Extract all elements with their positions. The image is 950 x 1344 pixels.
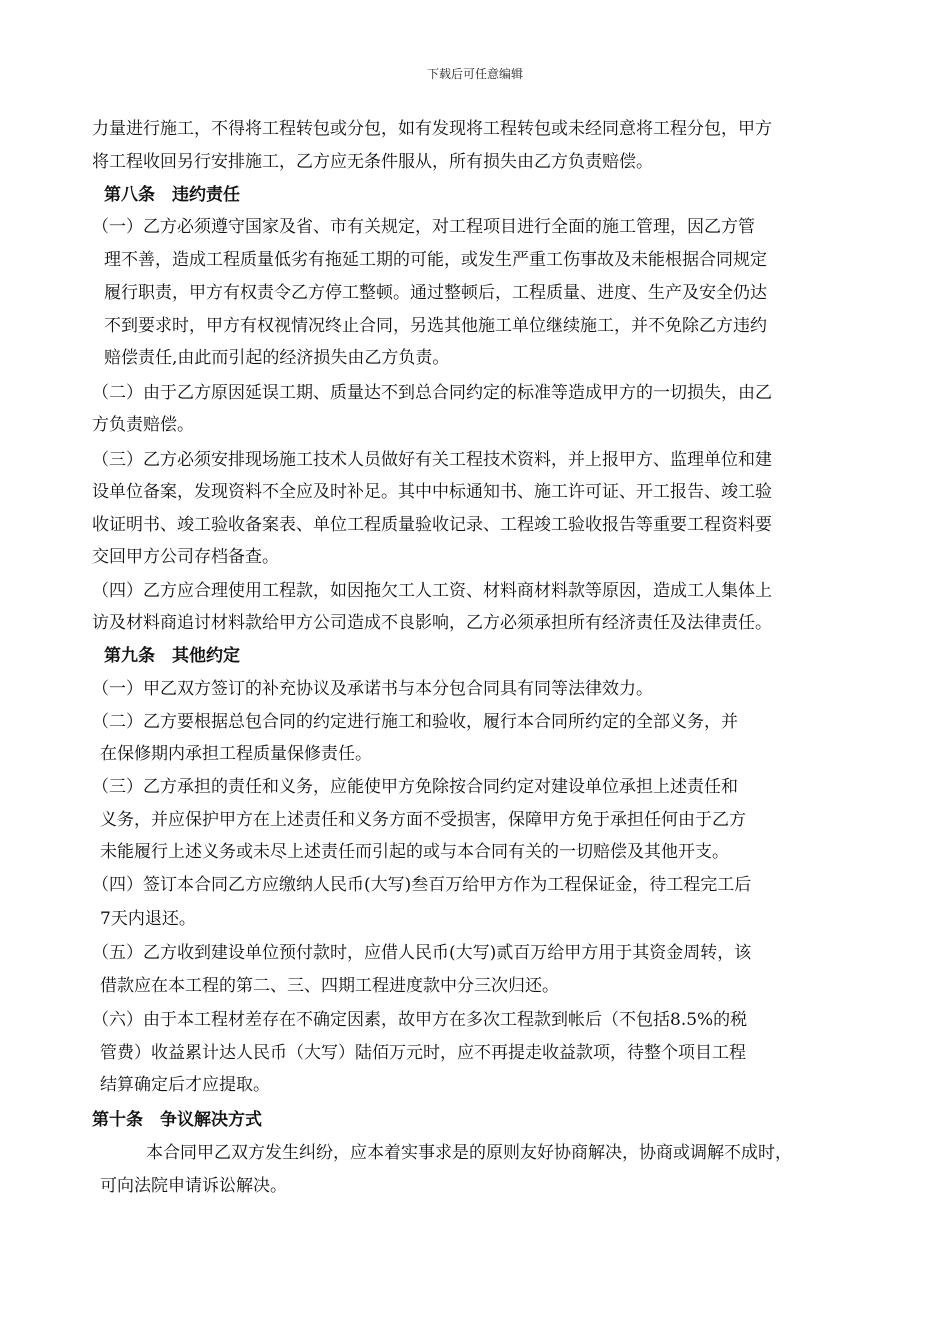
paragraph-line: 访及材料商追讨材料款给甲方公司造成不良影响，乙方必须承担所有经济责任及法律责任。 [92,613,772,633]
paragraph-line: 履行职责，甲方有权责令乙方停工整顿。通过整顿后，工程质量、进度、生产及安全仍达 [104,283,767,303]
paragraph-line: （二）由于乙方原因延误工期、质量达不到总合同约定的标准等造成甲方的一切损失，由乙 [92,383,772,403]
paragraph-line: 理不善，造成工程质量低劣有拖延工期的可能，或发生严重工伤事故及未能根据合同规定 [104,250,767,270]
paragraph-line: 本合同甲乙双方发生纠纷，应本着实事求是的原则友好协商解决，协商或调解不成时， [146,1143,792,1163]
section-heading-article-9: 第九条 其他约定 [104,646,240,666]
page-header: 下载后可任意编辑 [426,67,523,81]
paragraph-line: 交回甲方公司存档备查。 [92,547,279,567]
paragraph-line: 未能履行上述义务或未尽上述责任而引起的或与本合同有关的一切赔偿及其他开支。 [100,842,729,862]
paragraph-line: （五）乙方收到建设单位预付款时，应借人民币(大写)贰百万给甲方用于其资金周转，该 [92,943,752,963]
paragraph-line: 力量进行施工，不得将工程转包或分包，如有发现将工程转包或未经同意将工程分包，甲方 [92,119,772,139]
paragraph-line: （三）乙方必须安排现场施工技术人员做好有关工程技术资料，并上报甲方、监理单位和建 [92,450,772,470]
paragraph-line: 可向法院申请诉讼解决。 [100,1176,287,1196]
paragraph-line: 赔偿责任,由此而引起的经济损失由乙方负责。 [104,348,450,368]
paragraph-line: （二）乙方要根据总包合同的约定进行施工和验收，履行本合同所约定的全部义务，并 [92,712,738,732]
paragraph-line: （四）签订本合同乙方应缴纳人民币(大写)叁百万给甲方作为工程保证金，待工程完工后 [92,875,752,895]
paragraph-line: 将工程收回另行安排施工，乙方应无条件服从，所有损失由乙方负责赔偿。 [92,152,653,172]
paragraph-line: 义务，并应保护甲方在上述责任和义务方面不受损害，保障甲方免于承担任何由于乙方 [100,810,746,830]
paragraph-line: 不到要求时，甲方有权视情况终止合同，另选其他施工单位继续施工，并不免除乙方违约 [104,316,767,336]
paragraph-line: 借款应在本工程的第二、三、四期工程进度款中分三次归还。 [100,976,559,996]
section-heading-article-8: 第八条 违约责任 [104,185,240,205]
paragraph-line: 方负责赔偿。 [92,415,194,435]
paragraph-line: 管费）收益累计达人民币（大写）陆佰万元时，应不再提走收益款项，待整个项目工程 [100,1043,746,1063]
paragraph-line: 7天内退还。 [100,909,196,929]
paragraph-line: （三）乙方承担的责任和义务，应能使甲方免除按合同约定对建设单位承担上述责任和 [92,777,738,797]
paragraph-line: （一）甲乙双方签订的补充协议及承诺书与本分包合同具有同等法律效力。 [92,679,653,699]
paragraph-line: 在保修期内承担工程质量保修责任。 [100,744,372,764]
paragraph-line: 设单位备案，发现资料不全应及时补足。其中中标通知书、施工许可证、开工报告、竣工验 [92,482,772,502]
section-heading-article-10: 第十条 争议解决方式 [92,1110,262,1130]
paragraph-line: （四）乙方应合理使用工程款，如因拖欠工人工资、材料商材料款等原因，造成工人集体上 [92,581,772,601]
paragraph-line: （六）由于本工程材差存在不确定因素，故甲方在多次工程款到帐后（不包括8.5%的税 [92,1010,748,1030]
paragraph-line: 收证明书、竣工验收备案表、单位工程质量验收记录、工程竣工验收报告等重要工程资料要 [92,515,772,535]
paragraph-line: 结算确定后才应提取。 [100,1075,270,1095]
paragraph-line: （一）乙方必须遵守国家及省、市有关规定，对工程项目进行全面的施工管理，因乙方管 [92,217,755,237]
